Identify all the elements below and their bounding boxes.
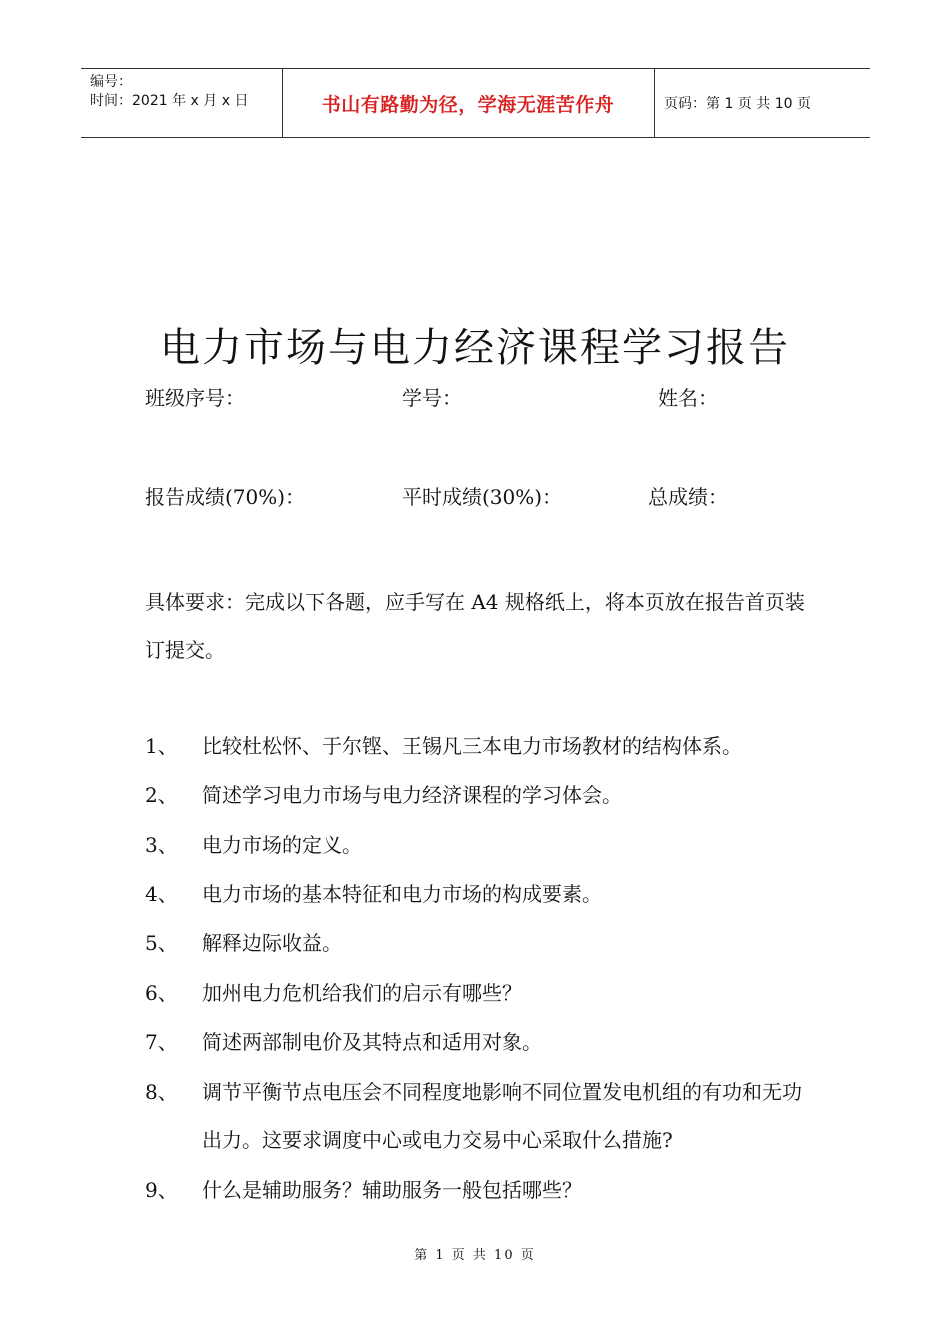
question-number: 5、 (145, 931, 178, 955)
header-page-info: 页码：第 1 页 共 10 页 (664, 96, 811, 112)
time-label: 时间：2021 年 x 月 x 日 (90, 93, 249, 109)
question-number: 8、 (145, 1080, 178, 1104)
class-number-field: 班级序号： (145, 386, 245, 410)
question-text: 调节平衡节点电压会不同程度地影响不同位置发电机组的有功和无功出力。这要求调度中心或电力交易中心采取什么措施? (202, 1080, 802, 1152)
page-header (81, 68, 870, 138)
code-label: 编号： (90, 74, 132, 90)
header-divider (654, 69, 655, 137)
name-field: 姓名： (658, 386, 718, 410)
question-text: 电力市场的基本特征和电力市场的构成要素。 (202, 882, 602, 906)
question-number: 7、 (145, 1030, 178, 1054)
page-footer: 第 1 页 共 10 页 (414, 1248, 536, 1263)
requirements-text: 具体要求：完成以下各题，应手写在 A4 规格纸上，将本页放在报告首页装订提交。 (145, 590, 805, 662)
question-number: 2、 (145, 783, 178, 807)
header-meta (90, 73, 248, 111)
question-number: 6、 (145, 981, 178, 1005)
question-text: 简述学习电力市场与电力经济课程的学习体会。 (202, 783, 622, 807)
report-score-field: 报告成绩(70%)： (145, 485, 306, 509)
question-text: 简述两部制电价及其特点和适用对象。 (202, 1030, 542, 1054)
document-title: 电力市场与电力经济课程学习报告 (160, 325, 790, 371)
question-number: 3、 (145, 833, 178, 857)
student-number-field: 学号： (402, 386, 462, 410)
total-score-field: 总成绩： (648, 485, 728, 509)
question-number: 4、 (145, 882, 178, 906)
question-text: 什么是辅助服务？辅助服务一般包括哪些？ (202, 1178, 582, 1202)
question-number: 9、 (145, 1178, 178, 1202)
header-motto: 书山有路勤为径，学海无涯苦作舟 (321, 93, 615, 116)
usual-score-field: 平时成绩(30%)： (402, 485, 563, 509)
question-text: 电力市场的定义。 (202, 833, 362, 857)
question-text: 比较杜松怀、于尔铿、王锡凡三本电力市场教材的结构体系。 (202, 734, 742, 758)
question-text: 加州电力危机给我们的启示有哪些？ (202, 981, 522, 1005)
question-number: 1、 (145, 734, 178, 758)
question-text: 解释边际收益。 (202, 931, 342, 955)
